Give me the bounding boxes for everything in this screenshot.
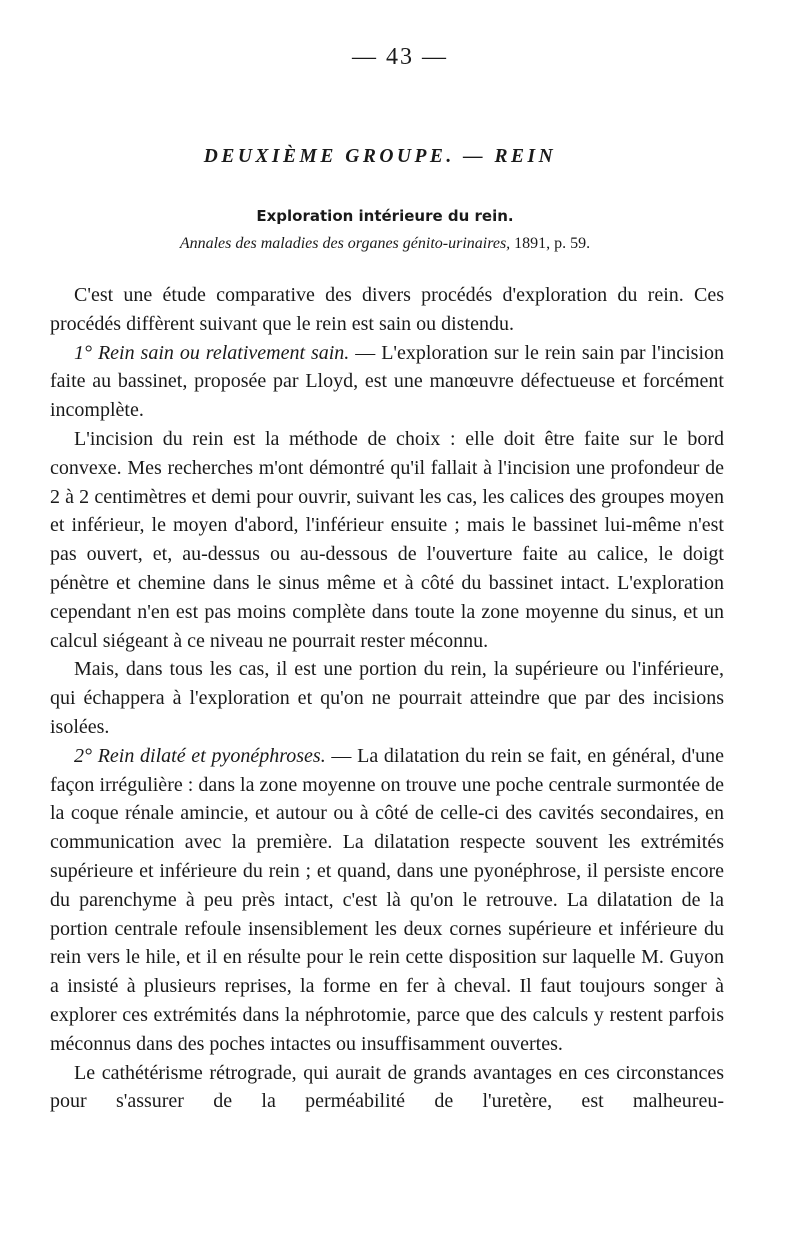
paragraph-text: L'incision du rein est la méthode de choix : elle doit être faite sur le bord convexe. Mes recherches m'ont démontré qu'il fallait à l'incision une profondeur de 2 à 2 centimètres et demi pour ouvrir, suivant les cas, les calices des groupes moyen et inférieur, le moyen d'abord, l'inférieur ensuite ; mais le bassinet lui-même n'est pas ouvert, et, au-dessus ou au-dessous de l'ouverture faite au calice, le doigt pénètre et chemine dans le sinus même et à côté du bassinet intact. L'exploration cependant n'en est pas moins complète dans toute la zone moyenne du sinus, et un calcul siégeant à ce niveau ne pourrait rester méconnu. <box>50 427 724 652</box>
citation <box>0 235 770 253</box>
paragraph-intro <box>50 281 724 339</box>
citation-details: 1891, p. 59. <box>514 235 591 252</box>
article-title: Exploration intérieure du rein. <box>256 207 514 225</box>
section-title: DEUXIÈME GROUPE. — REIN <box>203 146 557 167</box>
paragraph-rein-dilate <box>50 742 724 1059</box>
paragraph-incision <box>50 425 724 655</box>
paragraph-text: — La dilatation du rein se fait, en général, d'une façon irrégulière : dans la zone moyenne on trouve une poche centrale surmontée de la coque rénale amincie, et autour ou à côté de celle-ci des cavités secondaires, en communication avec la première. La dilatation respecte souvent les extrémités supérieure et inférieure du rein ; et quand, dans une pyonéphrose, il persiste encore du parenchyme à peu près intact, c'est là qu'on le retrouve. La dilatation de la portion centrale refoule insensiblement les deux cornes supérieure et inférieure du rein vers le hile, et il en résulte pour le rein cette disposition sur laquelle M. Guyon a insisté à plusieurs reprises, la forme en fer à cheval. Il faut toujours songer à explorer ces extrémités dans la néphrotomie, parce que des calculs y restent parfois méconnus dans des poches intactes ou insuffisamment ouvertes. <box>50 744 724 1055</box>
paragraph-text: Le cathétérisme rétrograde, qui aurait de grands avantages en ces circonstances pour s'assurer de la perméabilité de l'uretère, est malheureu- <box>50 1061 724 1113</box>
paragraph-catheterisme <box>50 1059 724 1117</box>
body-text <box>50 281 724 1116</box>
page-number: — 43 — <box>352 44 448 70</box>
paragraph-rein-sain <box>50 339 724 425</box>
paragraph-portion <box>50 655 724 741</box>
paragraph-text: C'est une étude comparative des divers procédés d'exploration du rein. Ces procédés diffèrent suivant que le rein est sain ou distendu. <box>50 284 724 335</box>
paragraph-text: — L'exploration sur le rein sain par l'incision faite au bassinet, proposée par Lloyd, est une manœuvre défectueuse et forcément incomplète. <box>50 341 725 422</box>
citation-source: Annales des maladies des organes génito-urinaires, <box>179 235 511 252</box>
paragraph-heading: 2° Rein dilaté et pyonéphroses. <box>74 744 326 767</box>
paragraph-text: Mais, dans tous les cas, il est une portion du rein, la supérieure ou l'inférieure, qui échappera à l'exploration et qu'on ne pourrait atteindre que par des incisions isolées. <box>50 658 724 738</box>
paragraph-heading: 1° Rein sain ou relativement sain. <box>74 341 350 364</box>
